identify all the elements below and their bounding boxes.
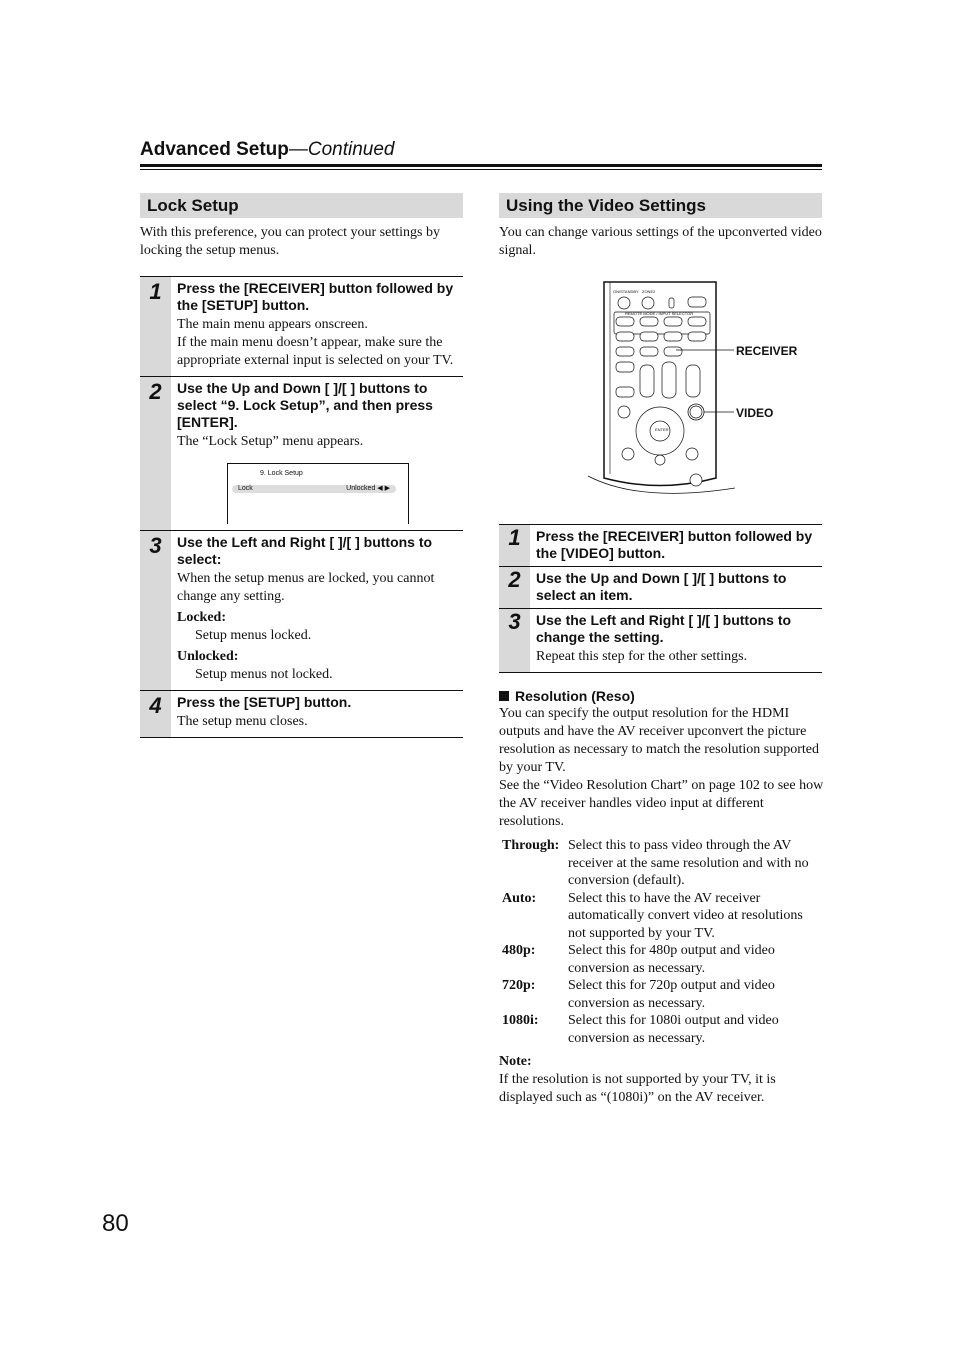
step-text: Repeat this step for the other settings.: [536, 649, 748, 664]
step-3: [499, 608, 822, 672]
step-text: The setup menu closes.: [177, 714, 308, 729]
step-title: Use the Up and Down [ ]/[ ] buttons to select “9. Lock Setup”, and then press [ENTER].: [177, 380, 433, 430]
resolution-heading-text: Resolution (Reso): [515, 688, 635, 704]
svg-text:ENTER: ENTER: [655, 427, 669, 432]
option-auto: Auto: Select this to have the AV receiver automatically convert video at resolutions not supported by your TV.: [502, 890, 803, 941]
resolution-heading: [499, 688, 824, 705]
svg-text:ON/STANDBY: ON/STANDBY: [613, 289, 639, 294]
menu-value-unlocked: Unlocked ◀ ▶: [346, 485, 390, 492]
option-480p: 480p: Select this for 480p output and video conversion as necessary.: [502, 943, 775, 976]
lock-setup-heading: Lock Setup: [140, 193, 463, 218]
step-number: 3: [499, 609, 530, 672]
step-number: 1: [140, 277, 171, 376]
locked-desc: Setup menus locked.: [195, 628, 312, 643]
video-settings-section: [499, 193, 822, 260]
step-number: 2: [140, 377, 171, 530]
menu-title: 9. Lock Setup: [260, 470, 303, 477]
svg-text:REMOTE MODE / INPUT SELECTOR: REMOTE MODE / INPUT SELECTOR: [625, 311, 694, 316]
step-title: Press the [RECEIVER] button followed by the [VIDEO] button.: [536, 528, 813, 561]
svg-text:ZONE2: ZONE2: [642, 289, 656, 294]
step-text: If the main menu doesn’t appear, make sure the appropriate external input is selected on your TV.: [177, 335, 454, 368]
step-text: The main menu appears onscreen.: [177, 317, 368, 332]
option-720p: 720p: Select this for 720p output and video conversion as necessary.: [502, 978, 775, 1011]
resolution-para-2: See the “Video Resolution Chart” on page 102 to see how the AV receiver handles video input at different resolutions.: [499, 778, 824, 829]
note-text: If the resolution is not supported by your TV, it is displayed such as “(1080i)” on the AV receiver.: [499, 1072, 776, 1105]
remote-control-icon: [580, 278, 820, 498]
menu-row-lock: [232, 485, 396, 493]
lock-setup-steps: [140, 276, 463, 738]
step-title: Use the Left and Right [ ]/[ ] buttons to change the setting.: [536, 612, 792, 645]
note-label: Note:: [499, 1054, 532, 1069]
lock-setup-menu-screen: [227, 463, 409, 524]
step-4: [140, 690, 463, 737]
resolution-options: [499, 837, 824, 1047]
square-bullet-icon: [499, 691, 509, 701]
step-title: Use the Left and Right [ ]/[ ] buttons to select:: [177, 534, 433, 567]
lock-setup-section: [140, 193, 463, 738]
video-settings-heading: Using the Video Settings: [499, 193, 822, 218]
step-title: Use the Up and Down [ ]/[ ] buttons to select an item.: [536, 570, 787, 603]
unlocked-term: Unlocked:: [177, 649, 239, 664]
header-continued: —Continued: [288, 139, 395, 160]
remote-control-illustration: [580, 278, 820, 498]
header-rule-thin: [140, 169, 822, 170]
step-number: 2: [499, 567, 530, 608]
resolution-section: [499, 688, 824, 1107]
resolution-para-1: You can specify the output resolution for the HDMI outputs and have the AV receiver upconvert the picture resolution as necessary to match the resolution supported by your TV.: [499, 706, 819, 775]
video-settings-intro: You can change various settings of the upconverted video signal.: [499, 225, 822, 258]
step-number: 4: [140, 691, 171, 737]
step-title: Press the [RECEIVER] button followed by the [SETUP] button.: [177, 280, 454, 313]
callout-receiver: RECEIVER: [736, 344, 798, 358]
header-rule: [140, 164, 822, 167]
header-title: Advanced Setup: [140, 139, 289, 160]
step-number: 3: [140, 531, 171, 690]
page-number: 80: [102, 1210, 129, 1237]
step-text: When the setup menus are locked, you cannot change any setting.: [177, 571, 435, 604]
unlocked-desc: Setup menus not locked.: [195, 667, 333, 682]
step-2: [140, 376, 463, 530]
video-settings-steps: [499, 524, 822, 673]
option-through: Through: Select this to pass video through the AV receiver at the same resolution and with no conversion (default).: [502, 838, 809, 888]
step-number: 1: [499, 525, 530, 566]
step-2: [499, 566, 822, 608]
step-1: [499, 525, 822, 566]
option-1080i: 1080i: Select this for 1080i output and video conversion as necessary.: [502, 1013, 779, 1046]
menu-item-lock: Lock: [238, 485, 253, 492]
step-1: [140, 277, 463, 376]
page-header: [140, 139, 395, 161]
lock-setup-intro: With this preference, you can protect your settings by locking the setup menus.: [140, 225, 440, 258]
step-3: [140, 530, 463, 690]
callout-video: VIDEO: [736, 406, 774, 420]
step-title: Press the [SETUP] button.: [177, 694, 352, 710]
step-text: The “Lock Setup” menu appears.: [177, 434, 364, 449]
locked-term: Locked:: [177, 610, 226, 625]
